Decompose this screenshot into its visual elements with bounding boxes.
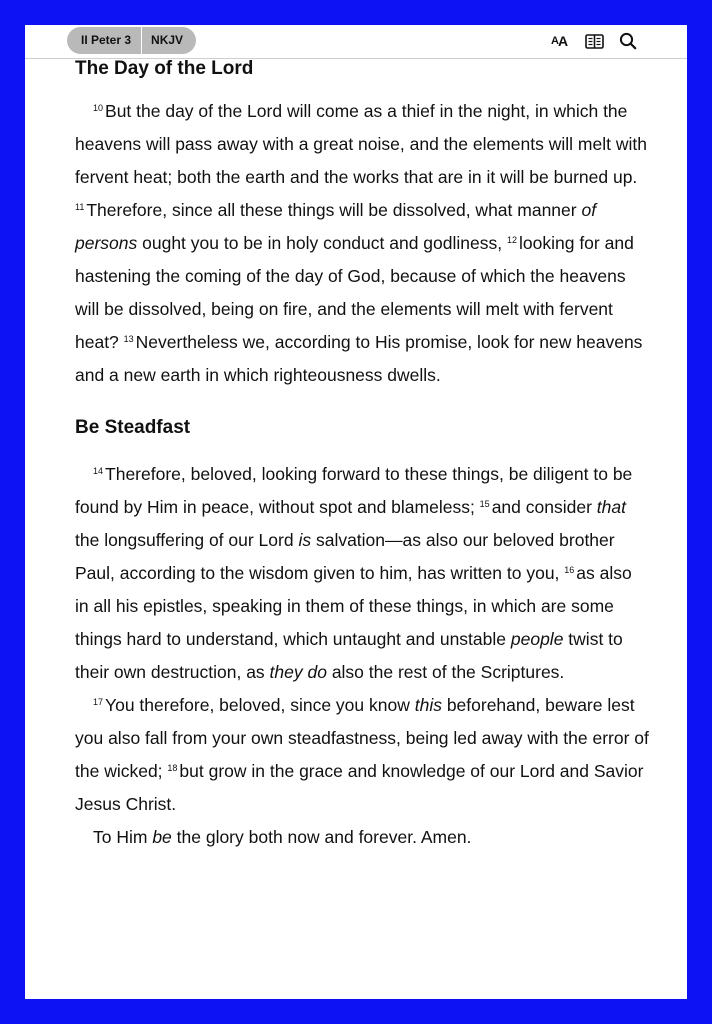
text-size-small-glyph: A: [551, 35, 558, 47]
verse-number: 11: [75, 202, 85, 212]
bottom-fade: [25, 917, 687, 999]
verse-number: 13: [123, 334, 134, 344]
verse-text: Therefore, beloved, looking forward to these things, be diligent to be found by Him in peace, without spot and blameless;: [75, 464, 633, 517]
verse-text: the glory both now and forever. Amen.: [171, 827, 472, 847]
search-icon[interactable]: [619, 31, 637, 51]
chapter-text: [75, 57, 650, 854]
verse-text: as also in all his epistles, speaking in them of these things, in which are some things hard to understand, which untaught and unstable: [75, 563, 632, 649]
passage-selector: [67, 27, 196, 54]
verse-text: twist to their own destruction, as: [75, 629, 623, 682]
italic-text: that: [596, 497, 626, 517]
verse-text: the longsuffering of our Lord: [75, 530, 299, 550]
verse-number: 17: [93, 697, 104, 707]
verse-number: 18: [167, 763, 178, 773]
verse-text: But the day of the Lord will come as a thief in the night, in which the heavens will pass away with a great noise, and the elements will melt with fervent heat; both the earth and the works that are in it will be burned up.: [75, 101, 647, 187]
verse-text: also the rest of the Scriptures.: [326, 662, 565, 682]
text-size-icon[interactable]: [551, 31, 567, 51]
italic-text: they do: [269, 662, 327, 682]
section-heading: Be Steadfast: [75, 417, 191, 438]
italic-text: of persons: [75, 200, 597, 253]
verse-text: looking for and hastening the coming of the day of God, because of which the heavens will be dissolved, being on fire, and the elements will melt with fervent heat?: [75, 233, 634, 352]
italic-text: people: [510, 629, 564, 649]
verse-text: and consider: [491, 497, 597, 517]
verse-number: 12: [506, 235, 517, 245]
section-heading: The Day of the Lord: [75, 58, 254, 79]
italic-text: is: [298, 530, 312, 550]
verse-number: 15: [479, 499, 490, 509]
book-chapter-button[interactable]: II Peter 3: [81, 33, 132, 47]
verse-number: 16: [564, 565, 575, 575]
version-button[interactable]: NKJV: [141, 27, 196, 54]
verse-text: but grow in the grace and knowledge of our Lord and Savior Jesus Christ.: [75, 761, 644, 814]
verse-text: ought you to be in holy conduct and godliness,: [137, 233, 507, 253]
paragraph: [75, 689, 650, 821]
italic-text: this: [414, 695, 442, 715]
paragraph: [75, 95, 650, 392]
verse-text: Nevertheless we, according to His promise, look for new heavens and a new earth in which righteousness dwells.: [75, 332, 643, 385]
top-toolbar: [25, 25, 687, 59]
text-size-large-glyph: A: [557, 33, 568, 49]
verse-text: Therefore, since all these things will be dissolved, what manner: [86, 200, 582, 220]
verse-text: beforehand, beware lest you also fall from your own steadfastness, being led away with the error of the wicked;: [75, 695, 649, 781]
book-icon[interactable]: [585, 31, 604, 51]
verse-number: 14: [93, 466, 104, 476]
paragraph: [75, 821, 650, 854]
verse-text: You therefore, beloved, since you know: [105, 695, 415, 715]
reader-window: [25, 25, 687, 999]
paragraph: [75, 458, 650, 689]
verse-text: To Him: [93, 827, 153, 847]
verse-text: salvation—as also our beloved brother Paul, according to the wisdom given to him, has written to you,: [75, 530, 615, 583]
verse-number: 10: [93, 103, 104, 113]
italic-text: be: [152, 827, 172, 847]
